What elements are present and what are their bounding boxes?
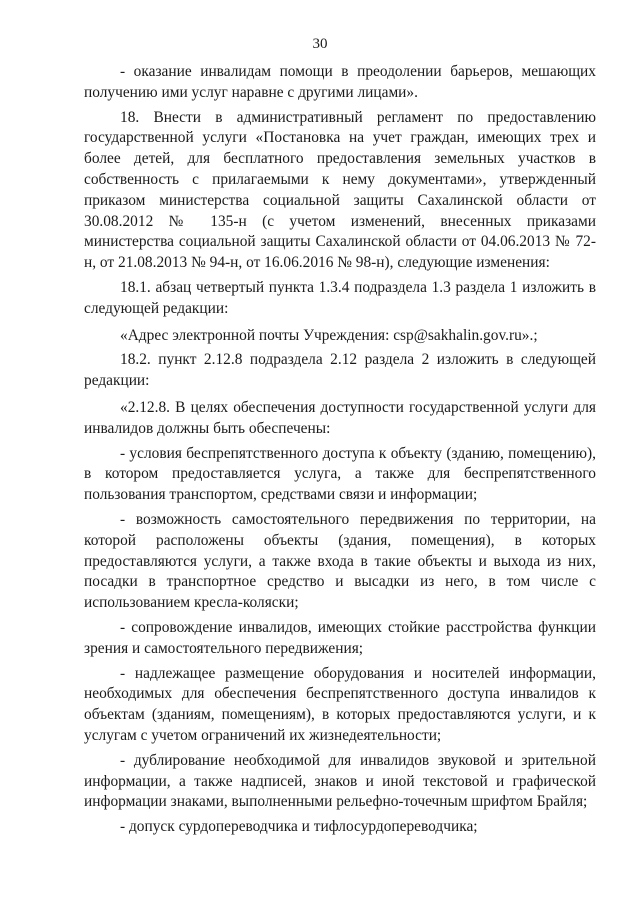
list-item-interpreter-admission: - допуск сурдопереводчика и тифлосурдопереводчика; (120, 818, 478, 836)
document-body (84, 62, 596, 838)
list-item-independent-movement: - возможность самостоятельного передвижения по территории, на которой расположены объекты (здания, помещения), в которых предоставляются услуги, а также входа в такие объекты и выхода из них, посадки в транспортное средство и высадки из него, в том числе с использованием кресла-коляски; (84, 510, 596, 612)
paragraph-item-18: 18. Внести в административный регламент по предоставлению государственной услуги «Постановка на учет граждан, имеющих трех и более детей, для бесплатного предоставления земельных участков в собственность с прилагаемыми к нему документами», утвержденный приказом министерства социальной защиты Сахалинской области от 30.08.2012 № 135-н (с учетом изменений, внесенных приказами министерства социальной защиты Сахалинской области от 04.06.2013 № 72-н, от 21.08.2013 № 94-н, от 16.06.2016 № 98-н), следующие изменения: (84, 108, 596, 272)
list-item-access-conditions: - условия беспрепятственного доступа к объекту (зданию, помещению), в котором предоставляется услуга, а также для беспрепятственного пользования транспортом, средствами связи и информации; (84, 444, 596, 504)
paragraph-email-address: «Адрес электронной почты Учреждения: csp@sakhalin.gov.ru».; (120, 326, 538, 344)
list-item-escort: - сопровождение инвалидов, имеющих стойкие расстройства функции зрения и самостоятельного передвижения; (84, 618, 596, 657)
paragraph-item-2-12-8: «2.12.8. В целях обеспечения доступности государственной услуги для инвалидов должны быть обеспечены: (84, 398, 596, 437)
paragraph-item-18-1: 18.1. абзац четвертый пункта 1.3.4 подраздела 1.3 раздела 1 изложить в следующей редакции: (84, 278, 596, 317)
paragraph-item-18-2: 18.2. пункт 2.12.8 подраздела 2.12 раздела 2 изложить в следующей редакции: (84, 351, 596, 390)
paragraph-barriers-assistance: - оказание инвалидам помощи в преодолении барьеров, мешающих получению ими услуг наравне с другими лицами». (84, 63, 596, 101)
list-item-equipment-placement: - надлежащее размещение оборудования и носителей информации, необходимых для обеспечения беспрепятственного доступа инвалидов к объектам (зданиям, помещениям), в которых предоставляются услуги, и к услугам с учетом ограничений их жизнедеятельности; (84, 664, 596, 744)
page-number: 30 (312, 36, 328, 52)
list-item-information-duplication: - дублирование необходимой для инвалидов звуковой и зрительной информации, а также надписей, знаков и иной текстовой и графической информации знаками, выполненными рельефно-точечным шрифтом Брайля; (84, 751, 596, 811)
